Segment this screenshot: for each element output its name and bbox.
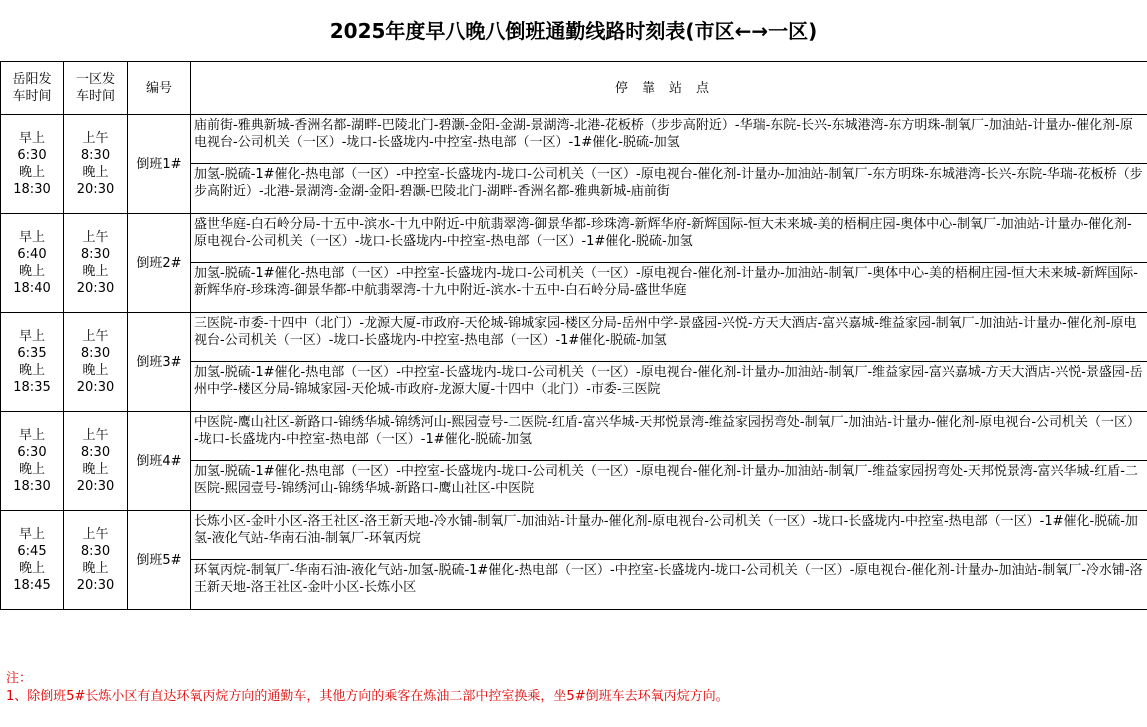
stops-outbound: 盛世华庭-白石岭分局-十五中-滨水-十九中附近-中航翡翠湾-御景华都-珍珠湾-新辉华府-新辉国际-恒大未来城-美的梧桐庄园-奥体中心-制氧厂-加油站-计量办-催化剂-原电视台-公司机关（一区）-垅口-长盛垅内-中控室-热电部（一区）-1#催化-脱硫-加氢 (191, 214, 1147, 263)
header-depart-yiqu: 一区发 车时间 (64, 62, 128, 115)
time-line: 上午 (82, 527, 109, 542)
yiqu-depart-times (64, 412, 128, 511)
time-line: 早上 (18, 428, 45, 443)
time-line: 上午 (82, 131, 109, 146)
time-line: 晚上 (18, 165, 45, 180)
time-line: 早上 (18, 230, 45, 245)
stops-return: 加氢-脱硫-1#催化-热电部（一区）-中控室-长盛垅内-垅口-公司机关（一区）-原电视台-催化剂-计量办-加油站-制氧厂-维益家园-富兴嘉城-方天大酒店-兴悦-景盛园-岳州中学-楼区分局-锦城家园-天伦城-市政府-龙源大厦-十四中（北门）-市委-三医院 (191, 362, 1147, 412)
yueyang-depart-times (1, 412, 64, 511)
route-row-outbound (1, 313, 1147, 362)
time-line: 早上 (18, 527, 45, 542)
time-line: 晚上 (82, 264, 109, 279)
time-line: 20:30 (76, 380, 115, 395)
yueyang-depart-times (1, 511, 64, 610)
time-line: 18:30 (13, 479, 51, 494)
time-line: 6:40 (17, 247, 47, 262)
header-row (1, 62, 1147, 115)
timetable (0, 61, 1147, 610)
time-line: 6:35 (17, 346, 47, 361)
header-code: 编号 (128, 62, 191, 115)
yueyang-depart-times (1, 115, 64, 214)
footnote (6, 670, 729, 706)
time-line: 8:30 (80, 346, 111, 361)
stops-return: 加氢-脱硫-1#催化-热电部（一区）-中控室-长盛垅内-垅口-公司机关（一区）-原电视台-催化剂-计量办-加油站-制氧厂-维益家园拐弯处-天邦悦景湾-富兴华城-红盾-二医院-熙园壹号-锦绣河山-锦绣华城-新路口-鹰山社区-中医院 (191, 461, 1147, 511)
route-row-outbound (1, 115, 1147, 164)
header-depart-yueyang: 岳阳发 车时间 (1, 62, 64, 115)
route-code: 倒班2# (128, 214, 191, 313)
stops-outbound: 长炼小区-金叶小区-洛王社区-洛王新天地-冷水铺-制氧厂-加油站-计量办-催化剂-原电视台-公司机关（一区）-垅口-长盛垅内-中控室-热电部（一区）-1#催化-脱硫-加氢-液化气站-华南石油-制氧厂-环氧丙烷 (191, 511, 1147, 560)
yiqu-depart-times (64, 115, 128, 214)
yiqu-depart-times (64, 313, 128, 412)
time-line: 晚上 (18, 561, 45, 576)
stops-return: 加氢-脱硫-1#催化-热电部（一区）-中控室-长盛垅内-垅口-公司机关（一区）-原电视台-催化剂-计量办-加油站-制氧厂-奥体中心-美的梧桐庄园-恒大未来城-新辉国际-新辉华府-珍珠湾-御景华都-中航翡翠湾-十九中附近-滨水-十五中-白石岭分局-盛世华庭 (191, 263, 1147, 313)
time-line: 8:30 (80, 445, 111, 460)
route-code: 倒班4# (128, 412, 191, 511)
route-code: 倒班3# (128, 313, 191, 412)
yueyang-depart-times (1, 214, 64, 313)
yiqu-depart-times (64, 214, 128, 313)
time-line: 18:30 (13, 182, 51, 197)
time-line: 6:30 (17, 148, 47, 163)
stops-return: 环氧丙烷-制氧厂-华南石油-液化气站-加氢-脱硫-1#催化-热电部（一区）-中控室-长盛垅内-垅口-公司机关（一区）-原电视台-催化剂-计量办-加油站-制氧厂-冷水铺-洛王新天地-洛王社区-金叶小区-长炼小区 (191, 560, 1147, 610)
route-code: 倒班5# (128, 511, 191, 610)
time-line: 8:30 (80, 148, 111, 163)
route-row-outbound (1, 511, 1147, 560)
footnote-line: 1、除倒班5#长炼小区有直达环氧丙烷方向的通勤车，其他方向的乘客在炼油二部中控室换乘，坐5#倒班车去环氧丙烷方向。 (6, 689, 729, 704)
header-stops: 停靠站点 (191, 62, 1147, 115)
time-line: 20:30 (76, 578, 115, 593)
time-line: 18:45 (13, 578, 51, 593)
footnote-label: 注： (6, 671, 33, 686)
time-line: 早上 (18, 329, 45, 344)
time-line: 8:30 (80, 544, 111, 559)
time-line: 上午 (82, 428, 109, 443)
time-line: 晚上 (18, 462, 45, 477)
stops-return: 加氢-脱硫-1#催化-热电部（一区）-中控室-长盛垅内-垅口-公司机关（一区）-原电视台-催化剂-计量办-加油站-制氧厂-东方明珠-东城港湾-长兴-东院-华瑞-花板桥（步步高附近）-北港-景湖湾-金湖-金阳-碧灏-巴陵北门-湖畔-香洲名都-雅典新城-庙前街 (191, 164, 1147, 214)
route-row-outbound (1, 214, 1147, 263)
yiqu-depart-times (64, 511, 128, 610)
time-line: 晚上 (82, 561, 109, 576)
time-line: 18:40 (13, 281, 51, 296)
stops-outbound: 庙前街-雅典新城-香洲名都-湖畔-巴陵北门-碧灏-金阳-金湖-景湖湾-北港-花板桥（步步高附近）-华瑞-东院-长兴-东城港湾-东方明珠-制氧厂-加油站-计量办-催化剂-原电视台-公司机关（一区）-垅口-长盛垅内-中控室-热电部（一区）-1#催化-脱硫-加氢 (191, 115, 1147, 164)
time-line: 晚上 (18, 363, 45, 378)
time-line: 6:45 (17, 544, 47, 559)
route-row-outbound (1, 412, 1147, 461)
time-line: 晚上 (82, 462, 109, 477)
time-line: 6:30 (17, 445, 47, 460)
page-title: 2025年度早八晚八倒班通勤线路时刻表(市区←→一区) (0, 0, 1147, 62)
route-code: 倒班1# (128, 115, 191, 214)
time-line: 晚上 (82, 165, 109, 180)
time-line: 晚上 (82, 363, 109, 378)
time-line: 上午 (82, 329, 109, 344)
stops-outbound: 中医院-鹰山社区-新路口-锦绣华城-锦绣河山-熙园壹号-二医院-红盾-富兴华城-天邦悦景湾-维益家园拐弯处-制氧厂-加油站-计量办-催化剂-原电视台-公司机关（一区）-垅口-长盛垅内-中控室-热电部（一区）-1#催化-脱硫-加氢 (191, 412, 1147, 461)
time-line: 18:35 (13, 380, 51, 395)
time-line: 20:30 (76, 281, 115, 296)
time-line: 8:30 (80, 247, 111, 262)
yueyang-depart-times (1, 313, 64, 412)
time-line: 20:30 (76, 479, 115, 494)
time-line: 上午 (82, 230, 109, 245)
stops-outbound: 三医院-市委-十四中（北门）-龙源大厦-市政府-天伦城-锦城家园-楼区分局-岳州中学-景盛园-兴悦-方天大酒店-富兴嘉城-维益家园-制氧厂-加油站-计量办-催化剂-原电视台-公司机关（一区）-垅口-长盛垅内-中控室-热电部（一区）-1#催化-脱硫-加氢 (191, 313, 1147, 362)
time-line: 晚上 (18, 264, 45, 279)
time-line: 20:30 (76, 182, 115, 197)
time-line: 早上 (18, 131, 45, 146)
